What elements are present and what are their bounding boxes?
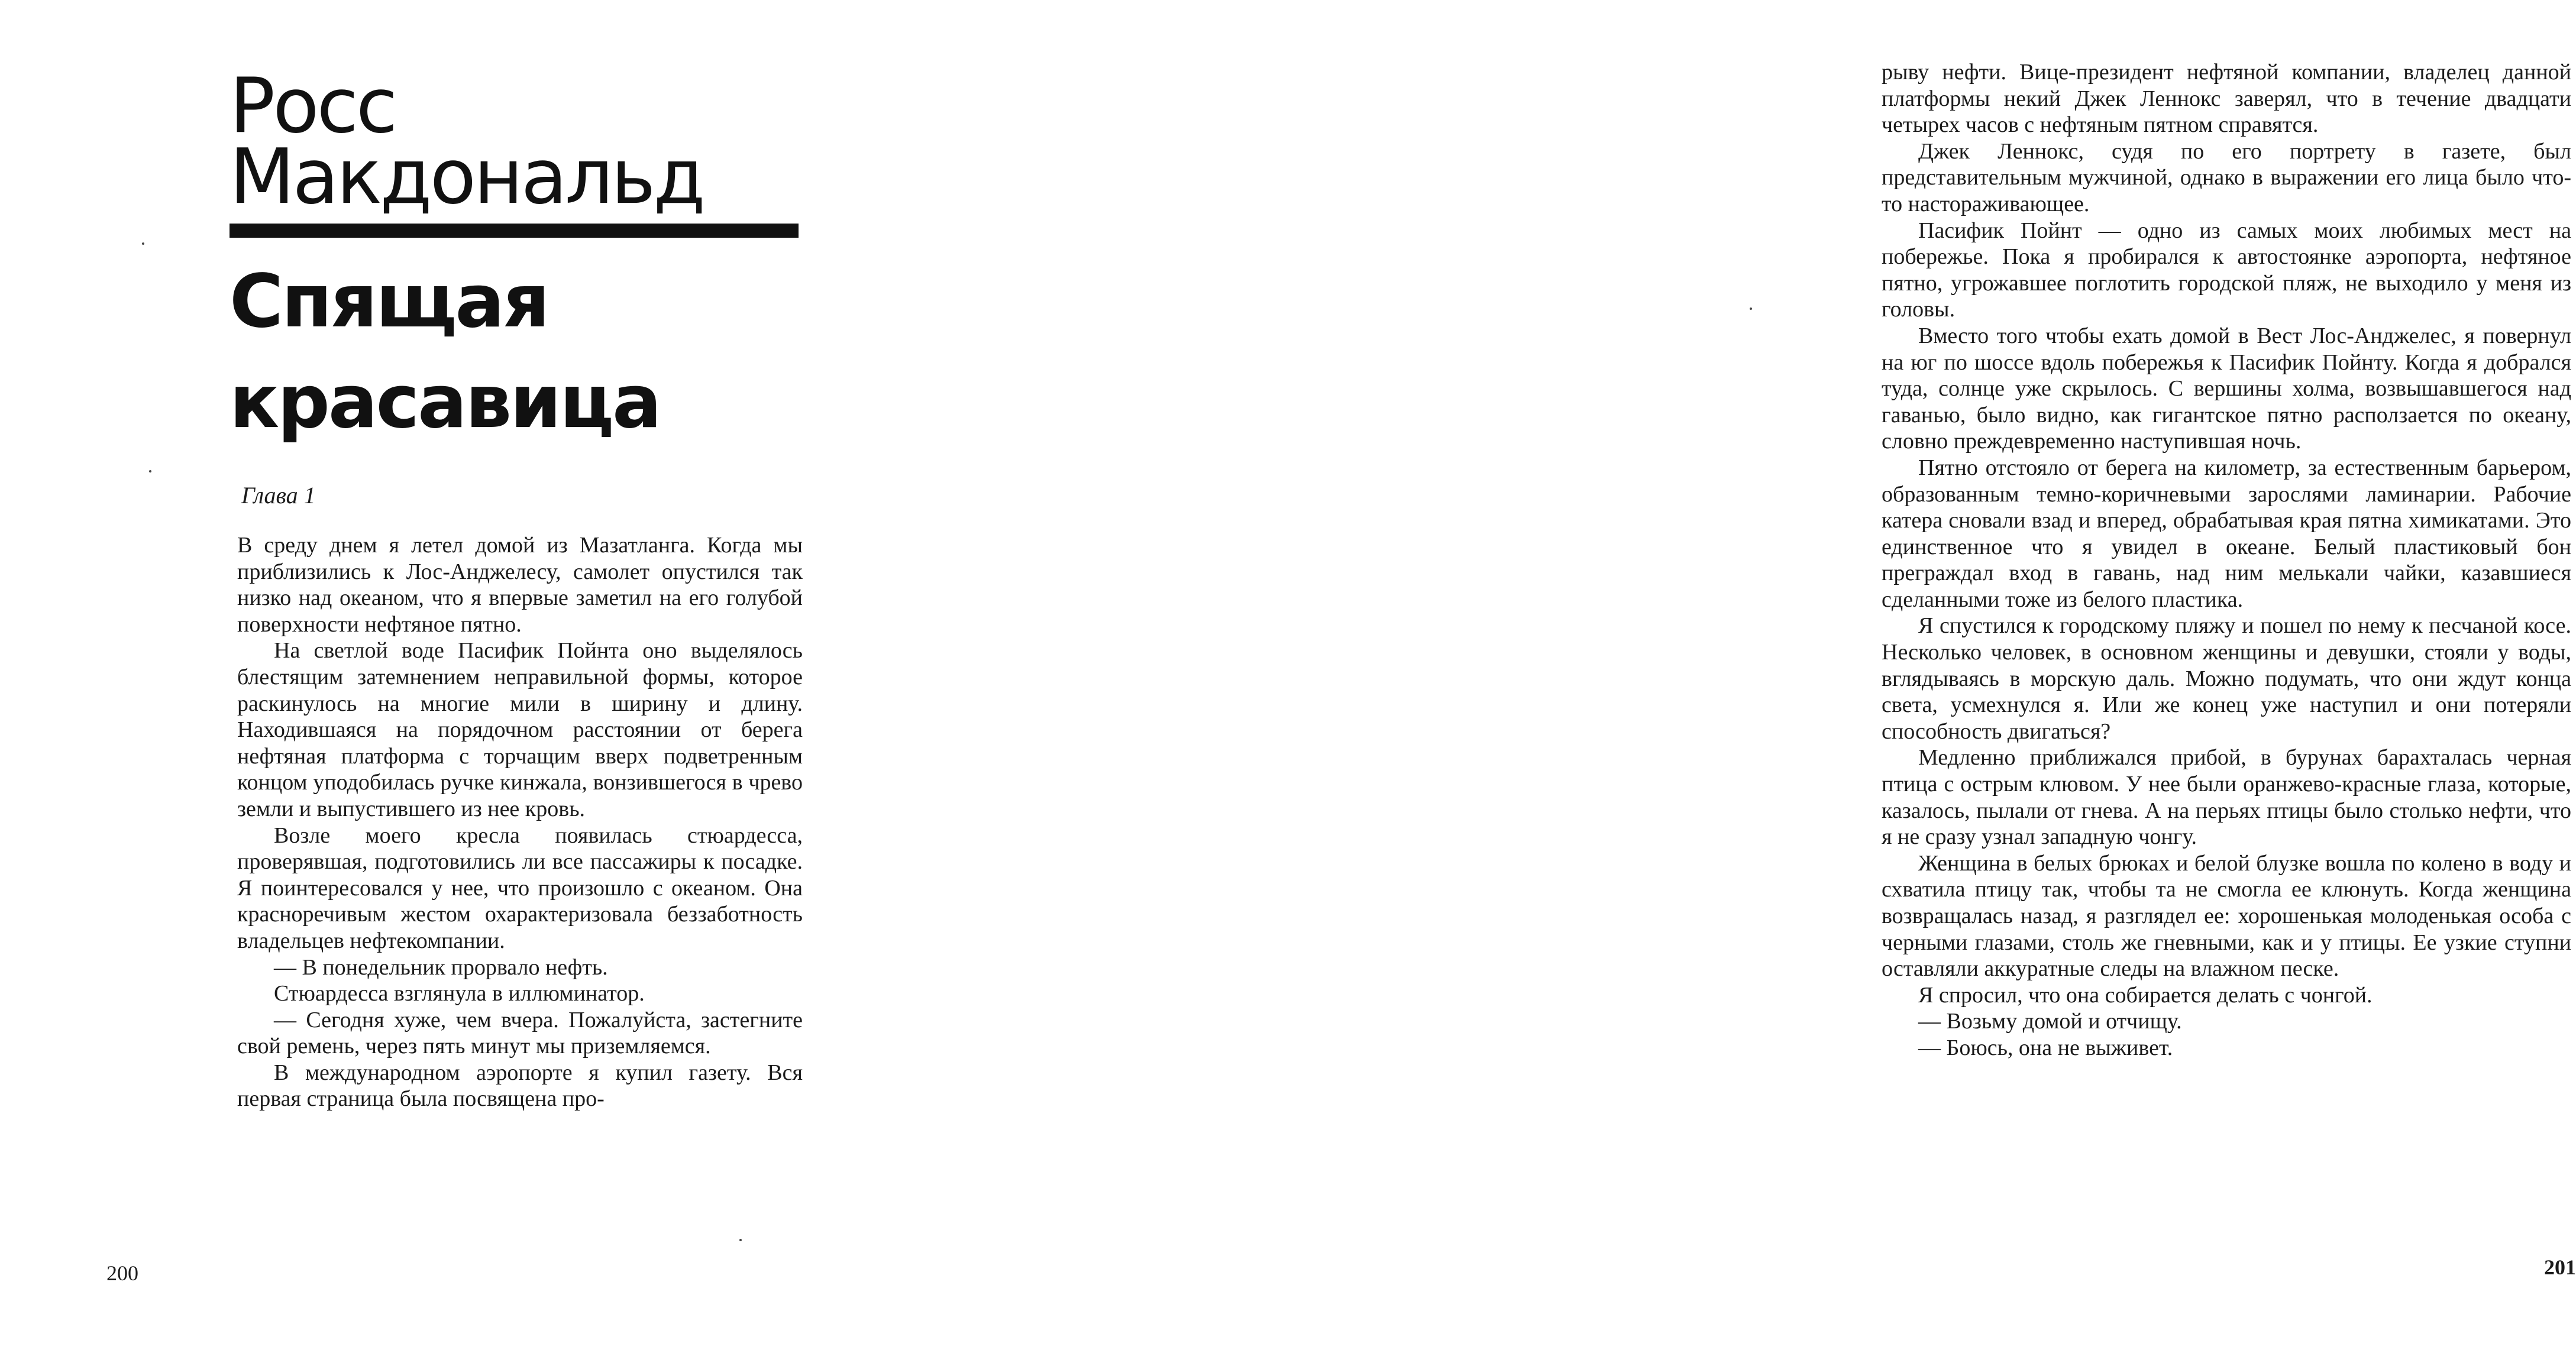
paragraph: В среду днем я летел домой из Мазатланга. Когда мы приблизились к Лос-Анджелесу, самолет опустился так низко над океаном, что я впервые заметил на его голубой поверхности нефтяное пятно. xyxy=(237,533,803,637)
book-title-line-1: Спящая xyxy=(230,259,548,344)
right-page xyxy=(895,0,2576,1366)
paragraph: На светлой воде Пасифик Пойнта оно выделялось блестящим затемнением неправильной формы, которое раскинулось на многие мили в ширину и длину. Находившаяся на порядочном расстоянии от берега нефтяная платформа с торчащим вверх подветренным концом уподобилась ручке кинжала, вонзившегося в чрево земли и выпустившего из нее кровь. xyxy=(237,638,803,821)
dialogue-line: — В понедельник прорвало нефть. xyxy=(274,954,608,980)
paragraph: В международном аэропорте я купил газету. Вся первая страница была посвящена про- xyxy=(237,1060,803,1112)
dialogue-line: — Боюсь, она не выживет. xyxy=(1918,1035,2173,1060)
paragraph: Женщина в белых брюках и белой блузке вошла по колено в воду и схватила птицу так, чтобы та не смогла ее клюнуть. Когда женщина возвращалась назад, я разглядел ее: хорошенькая молоденькая особа с черными глазами, столь же гневными, как и у птицы. Ее узкие ступни оставляли аккуратные следы на влажном песке. xyxy=(1882,850,2571,982)
author-name-line-2: Макдональд xyxy=(230,133,703,221)
dialogue-line: — Возьму домой и отчищу. xyxy=(1918,1009,2182,1034)
paragraph-continuation: рыву нефти. Вице-президент нефтяной компании, владелец данной платформы некий Джек Леннокс заверял, что в течение двадцати четырех часов с нефтяным пятном справятся. xyxy=(1882,60,2571,138)
paragraph: Стюардесса взглянула в иллюминатор. xyxy=(274,981,645,1006)
scan-speck xyxy=(149,470,151,472)
dialogue-line: — Сегодня хуже, чем вчера. Пожалуйста, застегните свой ремень, через пять минут мы приземляемся. xyxy=(237,1007,803,1059)
paragraph: Вместо того чтобы ехать домой в Вест Лос-Анджелес, я повернул на юг по шоссе вдоль побережья к Пасифик Пойнту. Когда я добрался туда, солнце уже скрылось. С вершины холма, возвышавшегося над гаванью, было видно, как гигантское пятно расползается по океану, словно преждевременно наступившая ночь. xyxy=(1882,323,2571,454)
scan-speck xyxy=(142,242,144,245)
paragraph: Пятно отстояло от берега на километр, за естественным барьером, образованным темно-коричневыми зарослями ламинарии. Рабочие катера сновали взад и вперед, обрабатывая края пятна химикатами. Это единственное что я увидел в океане. Белый пластиковый бон преграждал вход в гавань, над ним мелькали чайки, казавшиеся сделанными тоже из белого пластика. xyxy=(1882,455,2571,612)
book-title-line-2: красавица xyxy=(230,360,660,445)
left-page-text xyxy=(237,532,803,1112)
author-name-line-1: Росс xyxy=(230,62,396,150)
left-page xyxy=(0,0,895,1366)
paragraph: Джек Леннокс, судя по его портрету в газете, был представительным мужчиной, однако в выражении его лица было что-то настораживающее. xyxy=(1882,138,2571,216)
paragraph: Медленно приближался прибой, в бурунах барахталась черная птица с острым клювом. У нее были оранжево-красные глаза, которые, казалось, пылали от гнева. А на перьях птицы было столько нефти, что я не сразу узнал западную чонгу. xyxy=(1882,745,2571,850)
paragraph: Я спустился к городскому пляжу и пошел по нему к песчаной косе. Несколько человек, в основном женщины и девушки, стояли у воды, вглядываясь в морскую даль. Можно подумать, что они ждут конца света, усмехнулся я. Или же конец уже наступил и они потеряли способность двигаться? xyxy=(1882,613,2571,744)
chapter-heading: Глава 1 xyxy=(241,482,316,509)
title-block xyxy=(230,62,809,445)
title-divider-rule xyxy=(230,224,799,238)
page-number-right: 201 xyxy=(2544,1255,2576,1279)
scan-speck xyxy=(1750,307,1752,310)
paragraph: Пасифик Пойнт — одно из самых моих любимых мест на побережье. Пока я пробирался к автостоянке аэропорта, нефтяное пятно, угрожавшее поглотить городской пляж, не выходило у меня из головы. xyxy=(1882,218,2571,322)
paragraph: Возле моего кресла появилась стюардесса, проверявшая, подготовились ли все пассажиры к посадке. Я поинтересовался у нее, что произошло с океаном. Она красноречивым жестом охарактеризовала беззаботность владельцев нефтекомпании. xyxy=(237,823,803,953)
scan-speck xyxy=(739,1239,742,1241)
right-page-text xyxy=(1882,59,2571,1061)
paragraph: Я спросил, что она собирается делать с чонгой. xyxy=(1918,982,2373,1008)
page-number-left: 200 xyxy=(106,1261,138,1285)
